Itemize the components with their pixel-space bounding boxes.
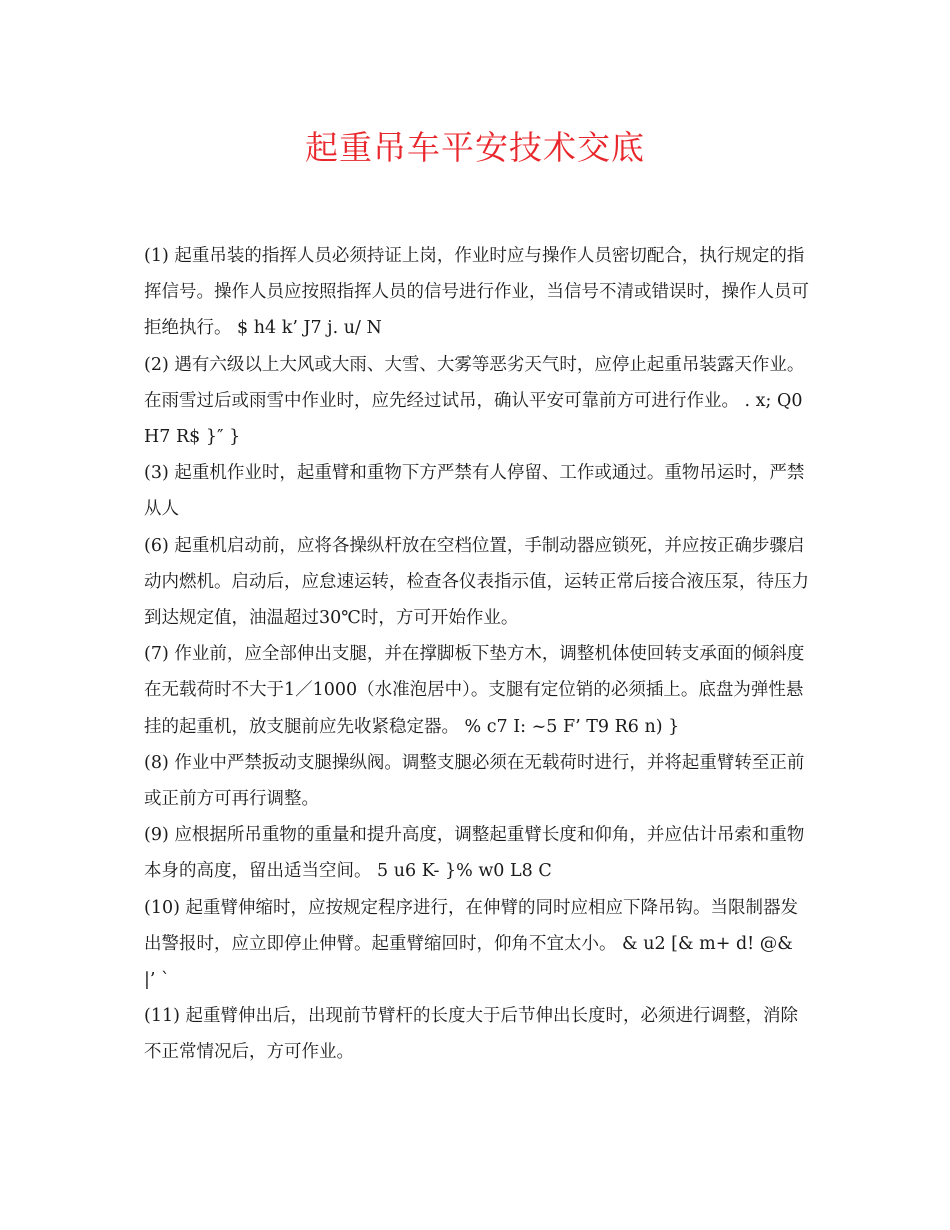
paragraph-6: (6) 起重机启动前，应将各操纵杆放在空档位置，手制动器应锁死，并应按正确步骤启动内燃机。启动后，应怠速运转，检查各仪表指示值，运转正常后接合液压泵，待压力到达规定值，油温超过30℃时，方可开始作业。 [144, 535, 809, 629]
paragraph-3: (3) 起重机作业时，起重臂和重物下方严禁有人停留、工作或通过。重物吊运时，严禁从人 [144, 463, 805, 520]
paragraph-9: (9) 应根据所吊重物的重量和提升高度，调整起重臂长度和仰角，并应估计吊索和重物本身的高度，留出适当空间。 5 u6 K- }% w0 L8 C [144, 825, 805, 882]
document-title: 起重吊车平安技术交底 [305, 128, 645, 167]
paragraph-10: (10) 起重臂伸缩时，应按规定程序进行，在伸臂的同时应相应下降吊钩。当限制器发出警报时，应立即停止伸臂。起重臂缩回时，仰角不宜太小。 & u2 [& m+ d! @& |’ ` [144, 897, 798, 991]
document-body [144, 238, 809, 1071]
paragraph-8: (8) 作业中严禁扳动支腿操纵阀。调整支腿必须在无载荷时进行，并将起重臂转至正前或正前方可再行调整。 [144, 752, 805, 810]
paragraph-11: (11) 起重臂伸出后，出现前节臂杆的长度大于后节伸出长度时，必须进行调整，消除不正常情况后，方可作业。 [144, 1006, 798, 1063]
paragraph-2: (2) 遇有六级以上大风或大雨、大雪、大雾等恶劣天气时，应停止起重吊装露天作业。在雨雪过后或雨雪中作业时，应先经过试吊，确认平安可靠前方可进行作业。 . x; Q0 H7 R$ }″ } [144, 354, 805, 448]
paragraph-1: (1) 起重吊装的指挥人员必须持证上岗，作业时应与操作人员密切配合，执行规定的指挥信号。操作人员应按照指挥人员的信号进行作业，当信号不清或错误时，操作人员可拒绝执行。 $ h4 k’ J7 j. u/ N [144, 246, 809, 339]
paragraph-7: (7) 作业前，应全部伸出支腿，并在撑脚板下垫方木，调整机体使回转支承面的倾斜度在无载荷时不大于1／1000（水准泡居中）。支腿有定位销的必须插上。底盘为弹性悬挂的起重机，放支腿前应先收紧稳定器。 % c7 I: ~5 F’ T9 R6 n) } [144, 644, 805, 737]
